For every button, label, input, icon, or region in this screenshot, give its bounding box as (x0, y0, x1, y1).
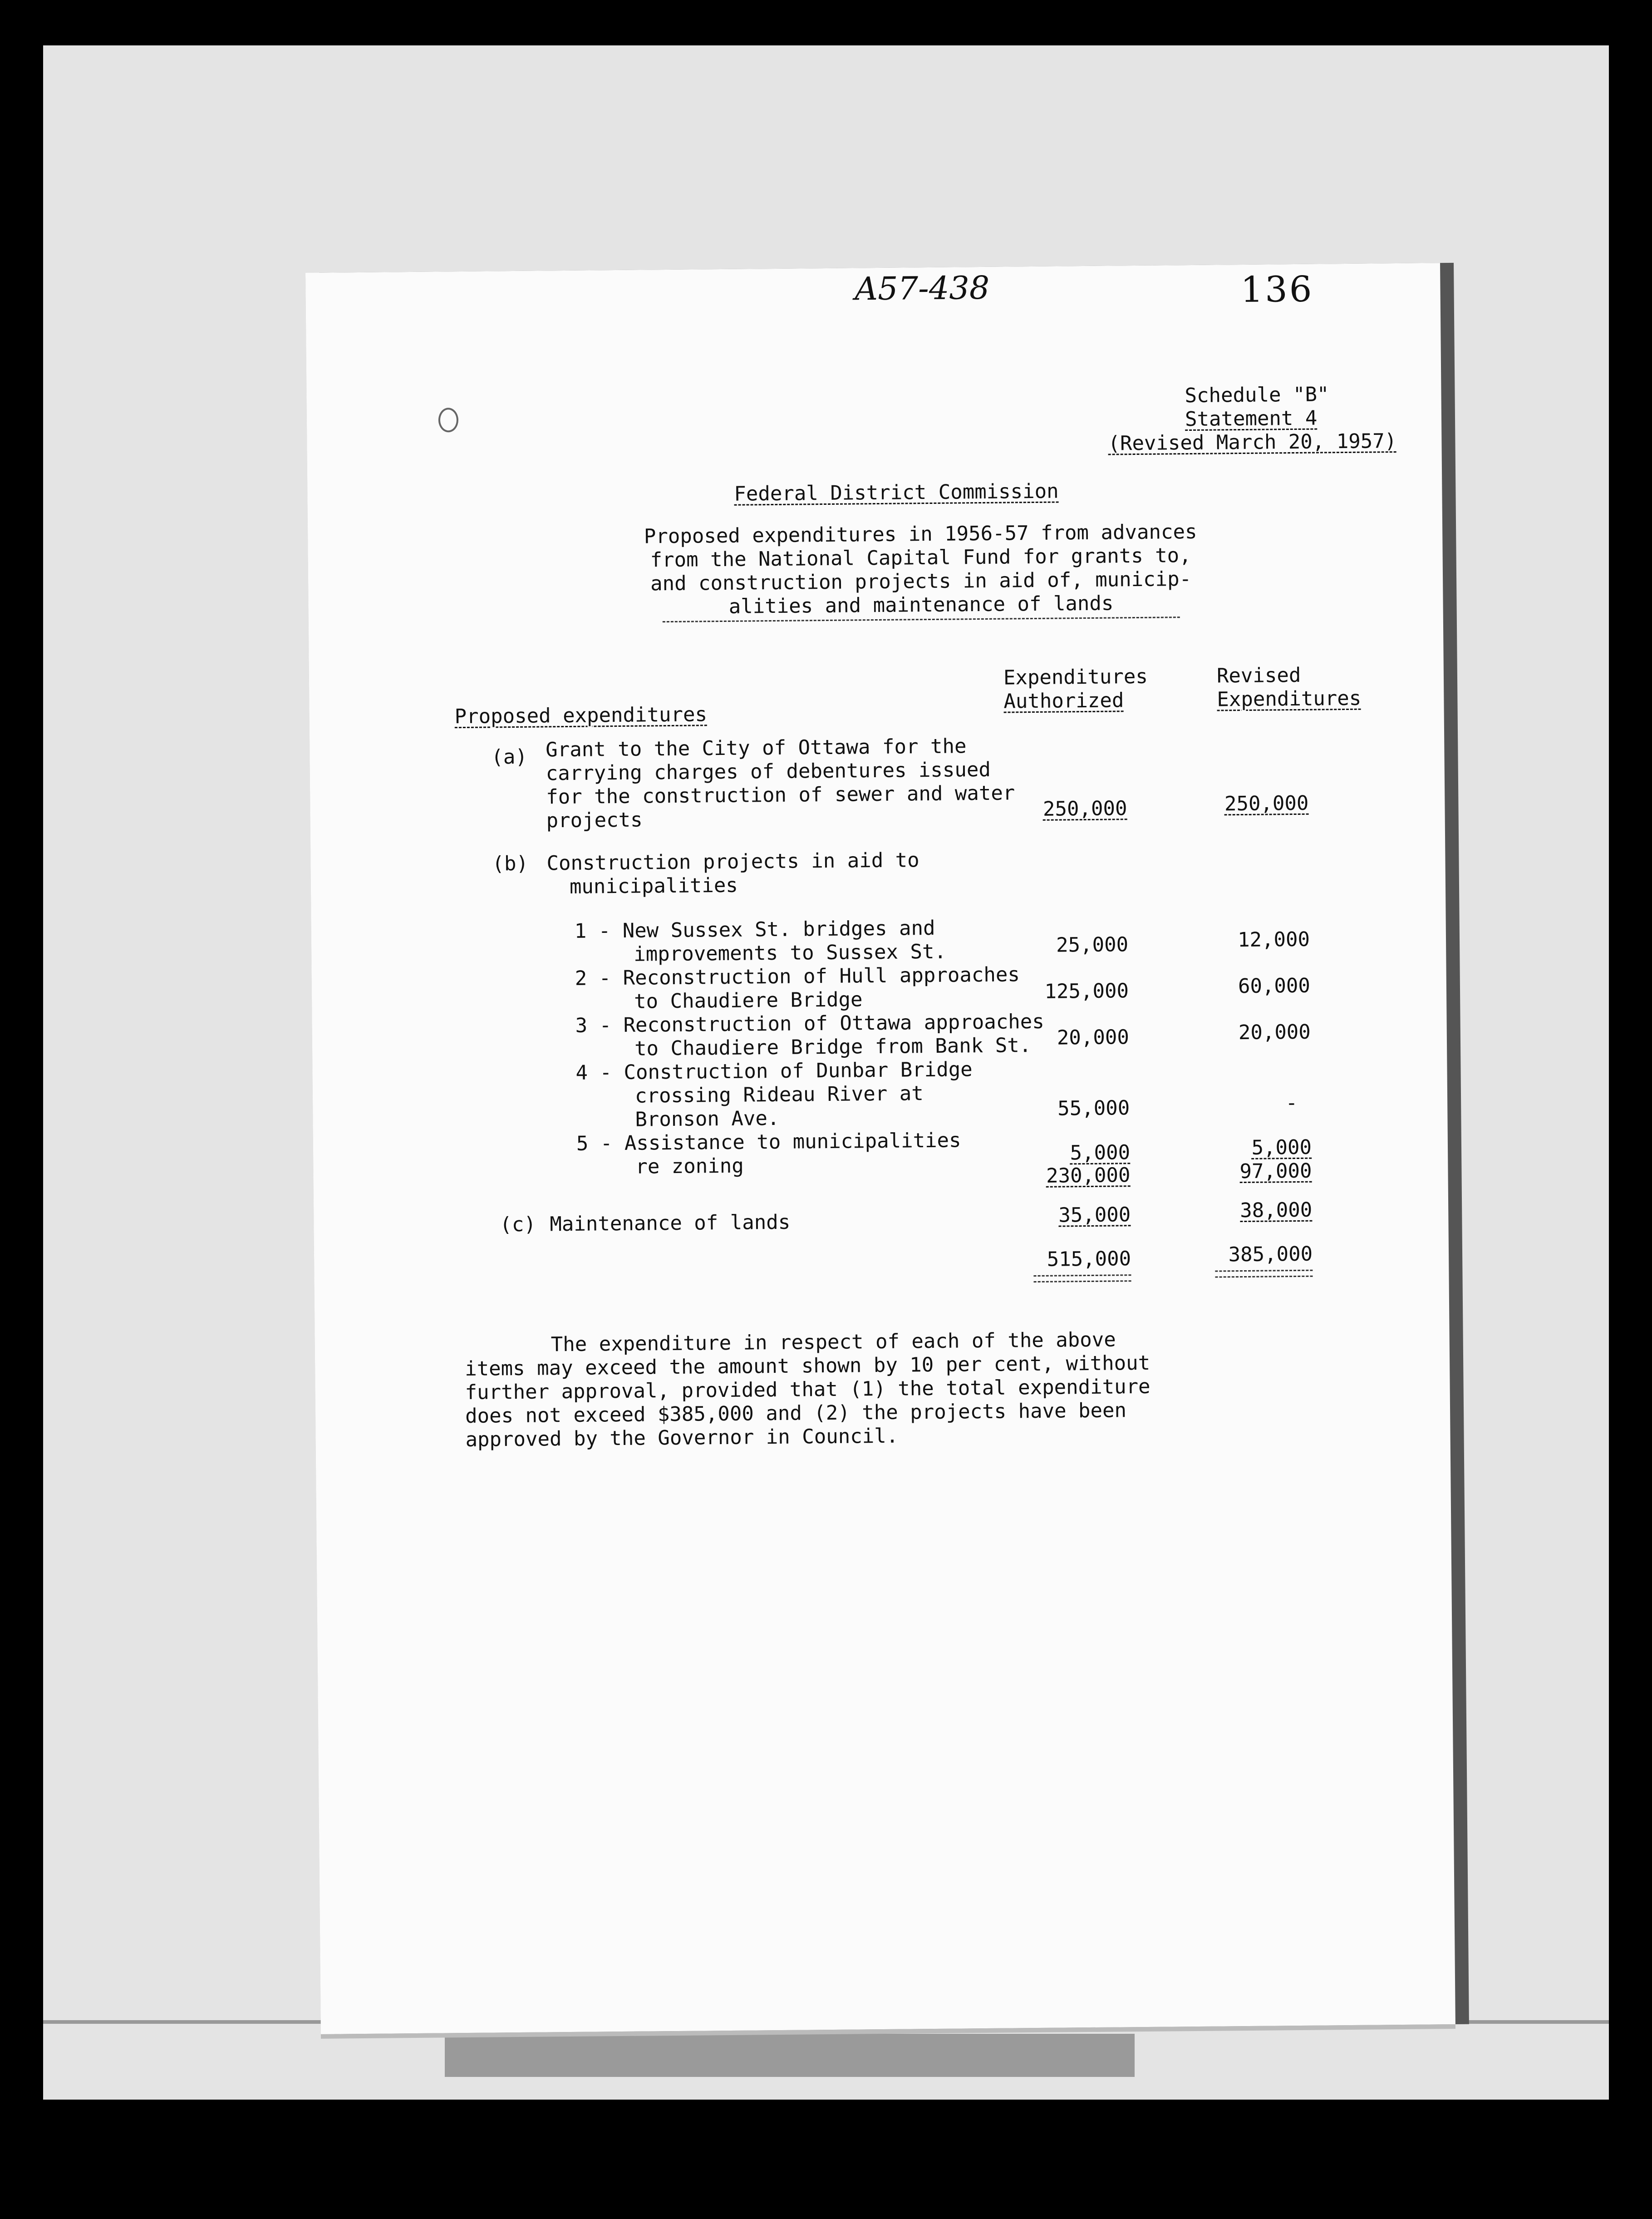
document-page (305, 263, 1455, 2034)
column-header-authorized: Expenditures (1003, 665, 1148, 690)
column-header-authorized: Authorized (1003, 689, 1124, 713)
sub-item-text: 4 - Construction of Dunbar Bridge (575, 1058, 973, 1085)
sub-item-text: re zoning (635, 1154, 744, 1179)
punch-hole (438, 408, 458, 432)
amount-revised: 60,000 (1238, 974, 1311, 998)
page-number: 136 (1240, 269, 1314, 311)
sub-item-text: crossing Rideau River at (634, 1082, 924, 1108)
item-text: for the construction of sewer and water (546, 781, 1015, 809)
item-text: projects (546, 808, 643, 833)
note-line: The expenditure in respect of each of the above (551, 1328, 1116, 1356)
amount-revised: 5,000 (1251, 1135, 1312, 1159)
subtitle-line: alities and maintenance of lands (728, 592, 1114, 618)
item-letter: (c) (500, 1213, 536, 1237)
amount-authorized: 25,000 (1056, 933, 1129, 957)
amount-authorized: 250,000 (1042, 797, 1127, 821)
revised-date: (Revised March 20, 1957) (1108, 429, 1397, 455)
subtitle-line: Proposed expenditures in 1956-57 from advances (644, 520, 1197, 548)
subtotal-authorized: 230,000 (1046, 1164, 1131, 1188)
total-revised: 385,000 (1228, 1242, 1313, 1267)
sub-item-text: 2 - Reconstruction of Hull approaches (575, 963, 1020, 990)
sub-item-text: improvements to Sussex St. (634, 940, 947, 966)
sub-item-text: 3 - Reconstruction of Ottawa approaches (575, 1010, 1044, 1037)
sub-item-text: to Chaudiere Bridge (634, 988, 863, 1013)
amount-revised: 12,000 (1237, 927, 1310, 952)
amount-authorized: 35,000 (1058, 1203, 1131, 1227)
amount-authorized: 125,000 (1044, 979, 1129, 1003)
column-header-revised: Expenditures (1217, 686, 1362, 711)
subtitle-line: from the National Capital Fund for grants to, (650, 543, 1191, 572)
sub-item-text: 5 - Assistance to municipalities (576, 1129, 961, 1155)
total-authorized-double-rule (1033, 1274, 1131, 1282)
amount-authorized: 5,000 (1070, 1141, 1131, 1165)
amount-revised: 38,000 (1240, 1198, 1313, 1223)
amount-authorized: 55,000 (1057, 1096, 1130, 1120)
subtitle-line: and construction projects in aid of, municip- (650, 567, 1192, 596)
statement-label: Statement 4 (1185, 406, 1318, 431)
note-line: further approval, provided that (1) the total expenditure (465, 1375, 1150, 1405)
note-line: approved by the Governor in Council. (465, 1424, 899, 1452)
total-authorized: 515,000 (1047, 1247, 1131, 1271)
subtotal-revised: 97,000 (1239, 1159, 1312, 1183)
schedule-label: Schedule "B" (1185, 383, 1329, 408)
amount-revised: - (1285, 1091, 1298, 1115)
item-text: carrying charges of debentures issued (546, 758, 991, 785)
column-header-revised: Revised (1216, 663, 1301, 688)
note-line: does not exceed $385,000 and (2) the projects have been (465, 1399, 1127, 1428)
amount-revised: 20,000 (1238, 1020, 1311, 1045)
scan-edge-strip (445, 2034, 1135, 2077)
item-text: Maintenance of lands (550, 1210, 791, 1236)
sub-item-text: 1 - New Sussex St. bridges and (574, 916, 935, 943)
item-text: Grant to the City of Ottawa for the (546, 735, 967, 762)
item-text: Construction projects in aid to (546, 848, 919, 875)
amount-revised: 250,000 (1224, 791, 1309, 816)
total-revised-double-rule (1215, 1270, 1313, 1278)
organization-title: Federal District Commission (734, 479, 1059, 506)
sub-item-text: Bronson Ave. (635, 1106, 780, 1131)
item-text: municipalities (569, 873, 738, 898)
column-header-label: Proposed expenditures (454, 703, 708, 729)
sub-item-text: to Chaudiere Bridge from Bank St. (634, 1034, 1032, 1060)
note-line: items may exceed the amount shown by 10 per cent, without (464, 1351, 1150, 1381)
amount-authorized: 20,000 (1057, 1026, 1130, 1050)
handwritten-reference: A57-438 (855, 269, 990, 308)
item-letter: (a) (491, 745, 528, 769)
item-letter: (b) (492, 852, 529, 876)
